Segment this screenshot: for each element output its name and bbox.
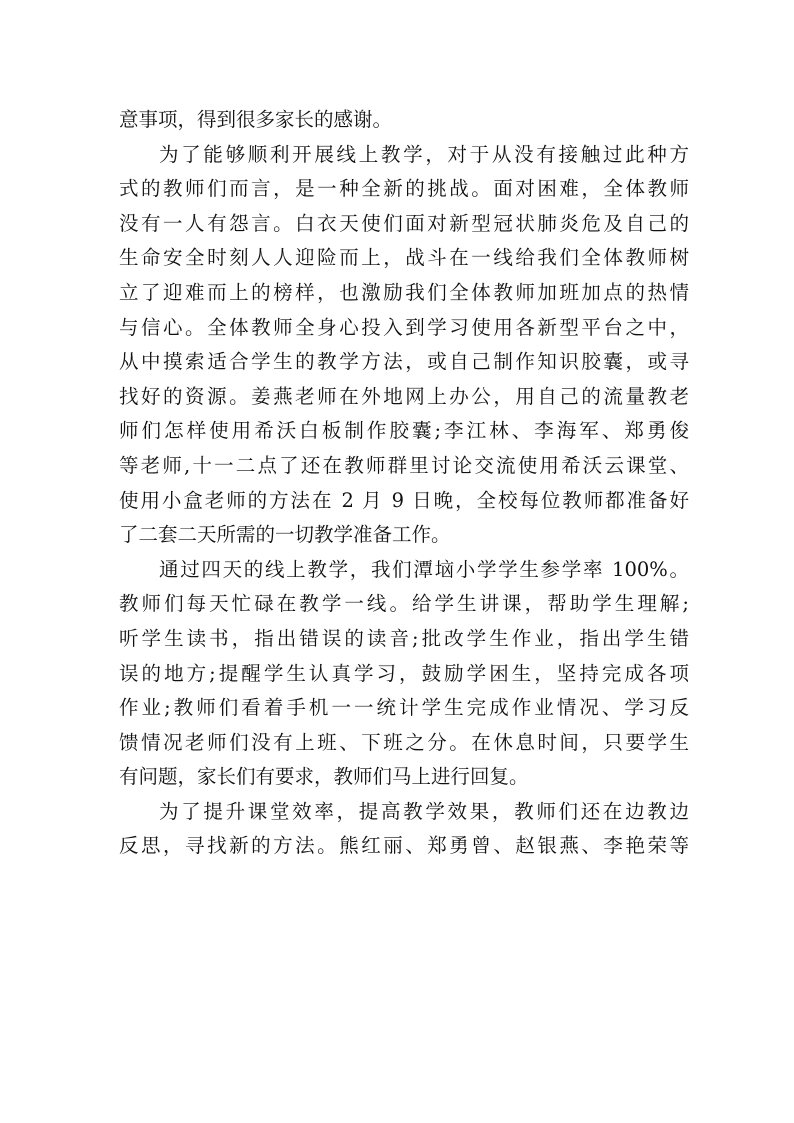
paragraph-line: 使用小盒老师的方法在 2 月 9 日晚，全校每位教师都准备好 [119, 488, 689, 512]
paragraph-line: 找好的资源。姜燕老师在外地网上办公，用自己的流量教老 [119, 384, 689, 408]
paragraph-line: 了二套二天所需的一切教学准备工作。 [119, 523, 451, 547]
paragraph-line: 反思，寻找新的方法。熊红丽、郑勇曾、赵银燕、李艳荣等 [119, 834, 689, 858]
paragraph-line: 意事项，得到很多家长的感谢。 [119, 108, 393, 131]
paragraph-line: 生命安全时刻人人迎险而上，战斗在一线给我们全体教师树 [119, 246, 689, 270]
paragraph-line: 师们怎样使用希沃白板制作胶囊;李江林、李海军、郑勇俊 [119, 419, 689, 443]
paragraph-first-line: 为了能够顺利开展线上教学，对于从没有接触过此种方 [159, 142, 689, 166]
paragraph-line: 听学生读书，指出错误的读音;批改学生作业，指出学生错 [119, 626, 689, 650]
body-text [119, 103, 689, 864]
paragraph-line: 馈情况老师们没有上班、下班之分。在休息时间，只要学生 [119, 730, 689, 754]
paragraph-line: 没有一人有怨言。白衣天使们面对新型冠状肺炎危及自己的 [119, 211, 689, 235]
paragraph-line: 从中摸索适合学生的教学方法，或自己制作知识胶囊，或寻 [119, 350, 689, 374]
paragraph-line: 式的教师们而言，是一种全新的挑战。面对困难，全体教师 [119, 177, 689, 201]
paragraph-line: 教师们每天忙碌在教学一线。给学生讲课，帮助学生理解; [119, 592, 689, 616]
paragraph-line: 误的地方;提醒学生认真学习，鼓励学困生，坚持完成各项 [119, 661, 689, 685]
paragraph-line: 等老师,十一二点了还在教师群里讨论交流使用希沃云课堂、 [119, 453, 689, 477]
paragraph-first-line: 通过四天的线上教学，我们潭垴小学学生参学率 100%。 [159, 557, 689, 581]
paragraph-line: 立了迎难而上的榜样，也激励我们全体教师加班加点的热情 [119, 280, 689, 304]
paragraph-line: 与信心。全体教师全身心投入到学习使用各新型平台之中， [119, 315, 689, 339]
paragraph-line: 有问题，家长们有要求，教师们马上进行回复。 [119, 765, 529, 789]
paragraph-line: 作业;教师们看着手机一一统计学生完成作业情况、学习反 [119, 696, 689, 720]
paragraph-first-line: 为了提升课堂效率，提高教学效果，教师们还在边教边 [159, 799, 689, 823]
